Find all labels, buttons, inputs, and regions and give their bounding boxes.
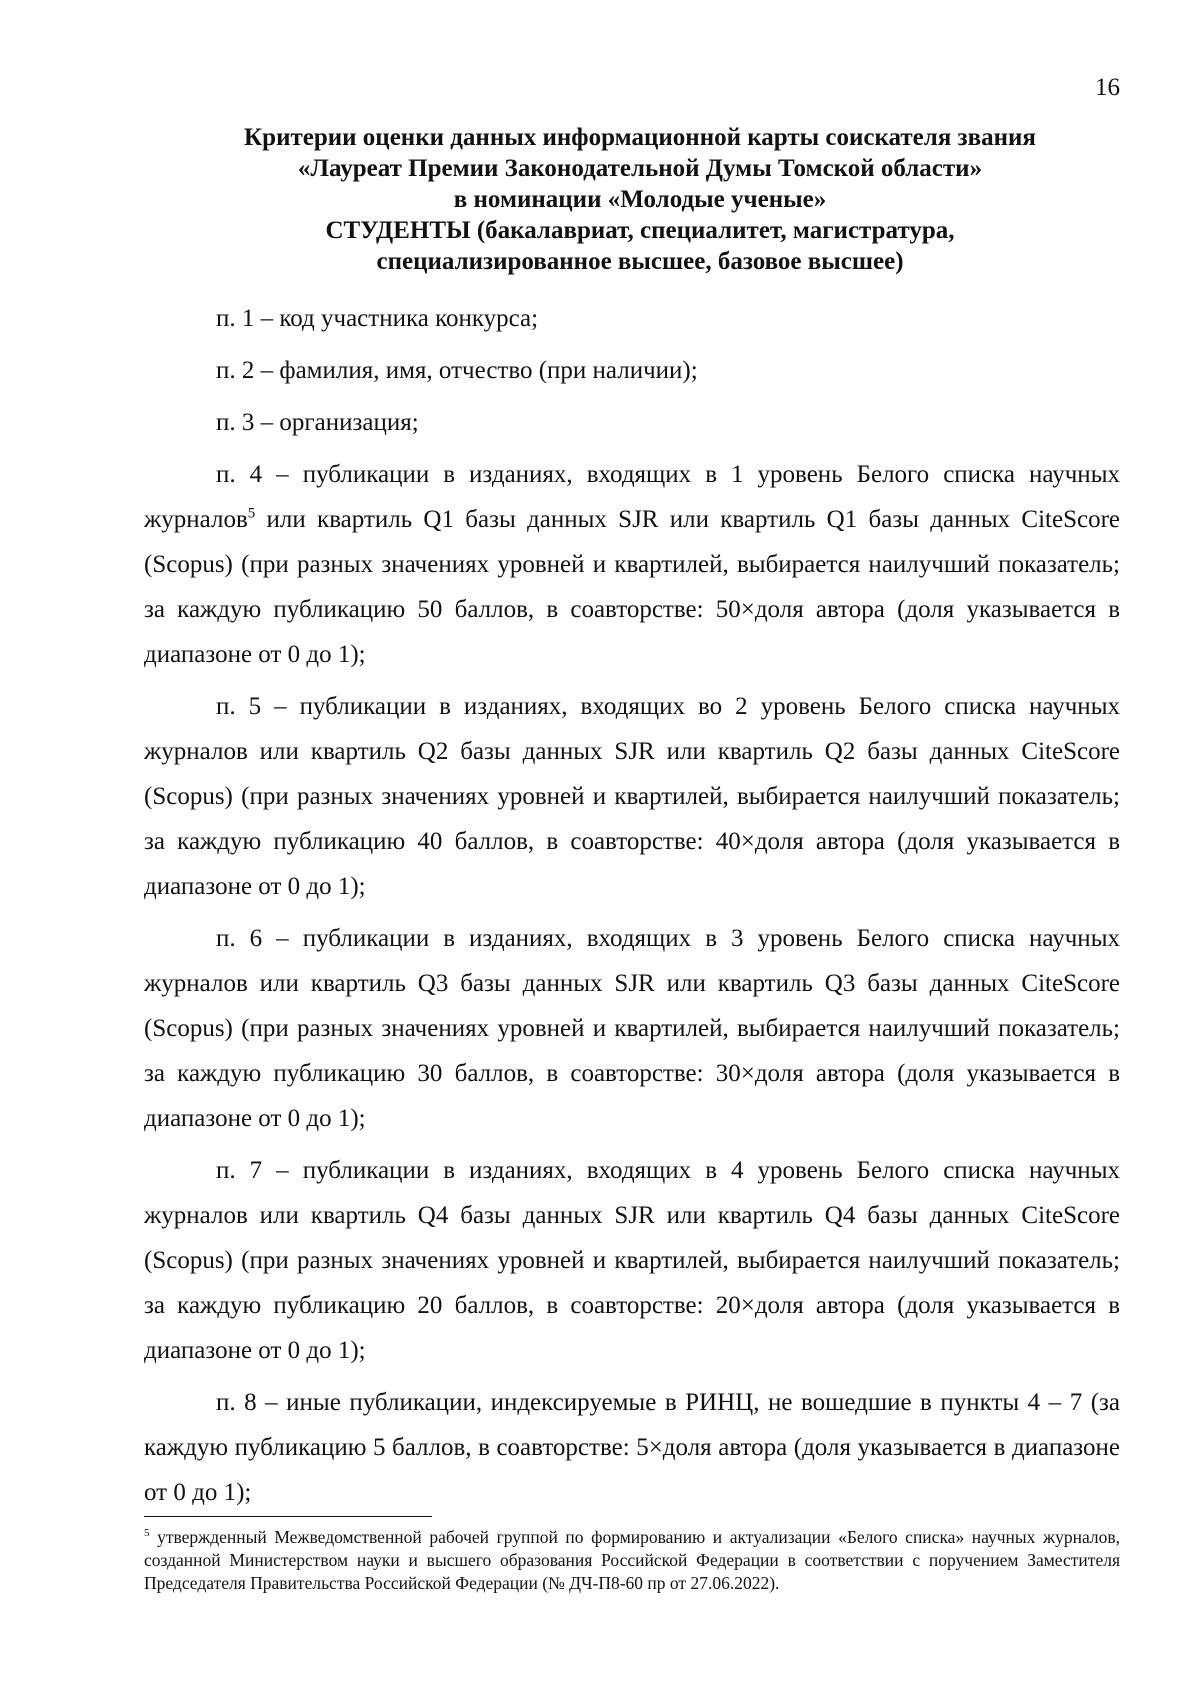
title-line: в номинации «Молодые ученые» <box>453 186 827 213</box>
document-title <box>140 122 1140 277</box>
title-line: специализированное высшее, базовое высшее) <box>376 248 904 275</box>
criterion-item-4-text-cont: или квартиль Q1 базы данных SJR или квартиль Q1 базы данных CiteScore (Scopus) (при разных значениях уровней и квартилей, выбирается наилучший показатель; за каждую публикацию 50 баллов, в соавторстве: 50×доля автора (доля указывается в диапазоне от 0 до 1); <box>144 506 1120 668</box>
criterion-item-3: п. 3 – организация; <box>216 409 419 436</box>
footnote-text: утвержденный Межведомственной рабочей группой по формированию и актуализации «Белого списка» научных журналов, созданной Министерством науки и высшего образования Российской Федерации в соответствии с поручением Заместителя Председателя Правительства Российской Федерации (№ ДЧ-П8-60 пр от 27.06.2022). <box>144 1527 1120 1593</box>
page-number: 16 <box>1095 74 1120 101</box>
title-line: Критерии оценки данных информационной карты соискателя звания <box>244 124 1036 151</box>
criterion-item-2: п. 2 – фамилия, имя, отчество (при наличии); <box>216 357 698 384</box>
criteria-list <box>144 296 1120 1522</box>
criterion-item-4-text: п. 4 – публикации в изданиях, входящих в 1 уровень Белого списка научных журналов <box>144 461 1120 533</box>
criterion-item-4 <box>144 452 1120 677</box>
criterion-item-6: п. 6 – публикации в изданиях, входящих в 3 уровень Белого списка научных журналов или квартиль Q3 базы данных SJR или квартиль Q3 базы данных CiteScore (Scopus) (при разных значениях уровней и квартилей, выбирается наилучший показатель; за каждую публикацию 30 баллов, в соавторстве: 30×доля автора (доля указывается в диапазоне от 0 до 1); <box>144 925 1120 1132</box>
footnote-reference[interactable]: 5 <box>247 505 256 522</box>
criterion-item-5: п. 5 – публикации в изданиях, входящих во 2 уровень Белого списка научных журналов или квартиль Q2 базы данных SJR или квартиль Q2 базы данных CiteScore (Scopus) (при разных значениях уровней и квартилей, выбирается наилучший показатель; за каждую публикацию 40 баллов, в соавторстве: 40×доля автора (доля указывается в диапазоне от 0 до 1); <box>144 693 1120 900</box>
footnote <box>144 1526 1120 1595</box>
title-line: «Лауреат Премии Законодательной Думы Томской области» <box>297 155 983 182</box>
criterion-item-8: п. 8 – иные публикации, индексируемые в РИНЦ, не вошедшие в пункты 4 – 7 (за каждую публикацию 5 баллов, в соавторстве: 5×доля автора (доля указывается в диапазоне от 0 до 1); <box>144 1389 1120 1506</box>
footnote-marker: 5 <box>144 1527 150 1540</box>
criterion-item-7: п. 7 – публикации в изданиях, входящих в 4 уровень Белого списка научных журналов или квартиль Q4 базы данных SJR или квартиль Q4 базы данных CiteScore (Scopus) (при разных значениях уровней и квартилей, выбирается наилучший показатель; за каждую публикацию 20 баллов, в соавторстве: 20×доля автора (доля указывается в диапазоне от 0 до 1); <box>144 1157 1120 1364</box>
criterion-item-1: п. 1 – код участника конкурса; <box>216 305 539 332</box>
footnote-separator <box>144 1516 432 1517</box>
title-line: СТУДЕНТЫ (бакалавриат, специалитет, магистратура, <box>325 217 955 244</box>
